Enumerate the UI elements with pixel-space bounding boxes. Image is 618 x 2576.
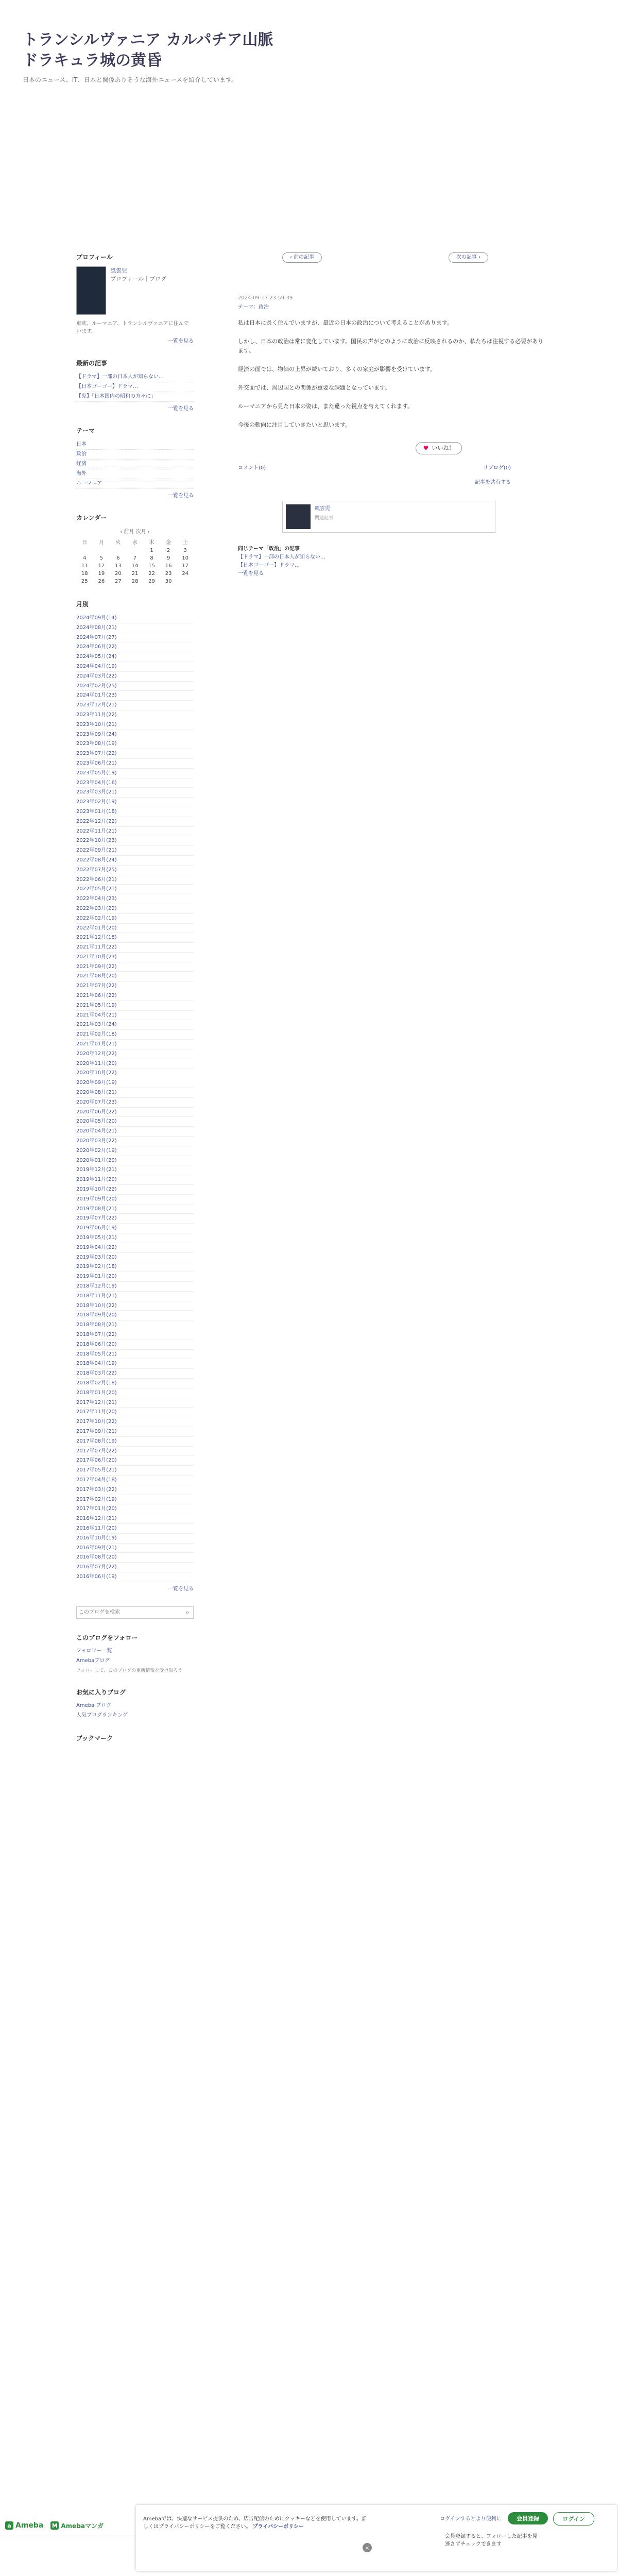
avatar[interactable] — [76, 266, 106, 315]
archive-item[interactable]: 2021年01月(21) — [76, 1040, 194, 1049]
archive-item[interactable]: 2016年11月(20) — [76, 1524, 194, 1534]
archive-item[interactable]: 2023年11月(22) — [76, 710, 194, 720]
calendar-weekdays — [76, 537, 194, 547]
list-item[interactable]: 【鬼】「日本国内の昭和の方々に」 — [76, 392, 194, 402]
calendar-day[interactable]: 12 — [98, 563, 105, 569]
archive-item[interactable]: 2024年04月(19) — [76, 662, 194, 672]
calendar-day[interactable]: 14 — [131, 563, 139, 569]
register-button[interactable]: 会員登録 — [508, 2512, 548, 2524]
archive-item[interactable]: 2020年08月(21) — [76, 1088, 194, 1098]
calendar-nav[interactable]: ‹ 前月 次月 › — [120, 529, 150, 535]
archive-item[interactable]: 2018年04月(19) — [76, 1359, 194, 1369]
weekday: 金 — [166, 540, 171, 546]
archive-item[interactable]: 2022年02月(19) — [76, 914, 194, 924]
follow-note: フォローして、このブログの更新情報を受け取ろう — [76, 1668, 183, 1673]
archive-item[interactable]: 2017年03月(22) — [76, 1485, 194, 1495]
cookie-banner — [136, 2505, 617, 2571]
profile-section — [76, 252, 194, 344]
calendar-day[interactable]: 16 — [165, 563, 172, 569]
archive-item[interactable]: 2022年11月(21) — [76, 827, 194, 837]
popular-section — [76, 1688, 194, 1719]
entry-paragraph: 私は日本に長く住んでいますが、最近の日本の政治について考えることがあります。 — [238, 319, 453, 326]
archive-item[interactable]: 2021年03月(24) — [76, 1020, 194, 1030]
calendar-week — [76, 578, 194, 585]
archive-item[interactable]: 2021年06月(22) — [76, 991, 194, 1001]
archive-item[interactable]: 2017年02月(19) — [76, 1495, 194, 1505]
comment-row — [238, 464, 511, 473]
archive-item[interactable]: 2018年06月(20) — [76, 1340, 194, 1350]
recent-section — [76, 359, 194, 412]
weekday: 月 — [98, 540, 104, 546]
list-item[interactable]: 日本 — [76, 440, 194, 450]
follow-item[interactable]: Amebaブログ — [76, 1657, 110, 1664]
entry-body — [238, 318, 547, 430]
reblog-link[interactable]: リブログ(0) — [483, 465, 511, 471]
archive-item[interactable]: 2019年10月(22) — [76, 1185, 194, 1195]
calendar-week — [76, 570, 194, 578]
archive-item[interactable]: 2018年03月(22) — [76, 1369, 194, 1379]
archive-item[interactable]: 2021年09月(22) — [76, 962, 194, 972]
calendar-day — [93, 547, 110, 554]
calendar-day[interactable]: 6 — [116, 555, 120, 561]
archive-item[interactable]: 2017年11月(20) — [76, 1408, 194, 1417]
archive-item[interactable]: 2017年06月(20) — [76, 1456, 194, 1466]
archive-item[interactable]: 2017年05月(21) — [76, 1466, 194, 1476]
archive-item[interactable]: 2020年03月(22) — [76, 1137, 194, 1146]
archive-item[interactable]: 2019年01月(20) — [76, 1272, 194, 1282]
archive-heading: 月別 — [76, 601, 89, 608]
entry-date: 2024-09-17 23:59:39 — [238, 295, 293, 301]
weekday: 水 — [132, 540, 138, 546]
calendar-week — [76, 554, 194, 562]
list-item[interactable]: 【ドラマ】一部の日本人が知らない… — [76, 372, 194, 382]
popular-heading: お気に入りブログ — [76, 1688, 126, 1696]
ameba-logo-icon: a — [5, 2521, 13, 2530]
calendar-day — [127, 547, 144, 554]
archive-item[interactable]: 2020年06月(22) — [76, 1108, 194, 1117]
theme-list — [76, 440, 194, 489]
weekday: 土 — [182, 540, 188, 546]
related-subtitle: 関連記事 — [315, 516, 334, 521]
archive-item[interactable]: 2020年10月(22) — [76, 1069, 194, 1078]
list-item[interactable]: 経済 — [76, 460, 194, 469]
popular-item[interactable]: Ameba ブログ — [76, 1702, 112, 1708]
archive-item[interactable]: 2018年08月(21) — [76, 1320, 194, 1330]
archive-item[interactable]: 2019年12月(21) — [76, 1165, 194, 1175]
archive-item[interactable]: 2018年02月(18) — [76, 1379, 194, 1388]
entry-paragraph: 外交面では、周辺国との関係が重要な課題となっています。 — [238, 384, 391, 391]
theme-heading: テーマ — [76, 427, 95, 434]
archive-item[interactable]: 2020年04月(21) — [76, 1127, 194, 1137]
calendar-day[interactable]: 17 — [182, 563, 189, 569]
archive-item[interactable]: 2017年07月(22) — [76, 1447, 194, 1456]
archive-item[interactable]: 2019年02月(18) — [76, 1262, 194, 1272]
calendar-day[interactable]: 5 — [99, 555, 104, 561]
close-icon[interactable]: × — [363, 2543, 372, 2552]
recent-heading: 最新の記事 — [76, 360, 108, 367]
search-input[interactable] — [77, 1607, 182, 1618]
sidebar — [76, 252, 194, 1748]
theme-more-link[interactable]: 一覧を見る — [168, 493, 194, 499]
archive-item[interactable]: 2021年08月(20) — [76, 972, 194, 981]
calendar-day[interactable]: 7 — [133, 555, 137, 561]
archive-item[interactable]: 2024年09月(14) — [76, 614, 194, 623]
cookie-text-body: Amebaでは、快適なサービス提供のため、広告配信のためにクッキーなどを使用しています。詳しくはプライバシーポリシーをご覧ください。 — [143, 2516, 367, 2530]
calendar-day[interactable]: 22 — [148, 571, 155, 577]
archive-item[interactable]: 2020年09月(19) — [76, 1078, 194, 1088]
calendar-day[interactable]: 2 — [166, 548, 170, 553]
same-theme-item[interactable]: 【ドラマ】一部の日本人が知らない… — [238, 554, 325, 560]
manga-logo-text: Amebaマンガ — [61, 2522, 104, 2530]
archive-item[interactable]: 2017年09月(21) — [76, 1427, 194, 1437]
calendar-day[interactable]: 25 — [81, 579, 88, 584]
theme-section — [76, 426, 194, 499]
calendar-day[interactable]: 30 — [165, 579, 172, 584]
share-link[interactable]: 記事を共有する — [475, 480, 511, 485]
archive-item[interactable]: 2018年10月(22) — [76, 1301, 194, 1311]
archive-item[interactable]: 2024年06月(22) — [76, 642, 194, 652]
same-theme-item[interactable]: 【日本ゴーゴー】ドラマ… — [238, 563, 300, 568]
follow-item[interactable]: フォロワー一覧 — [76, 1648, 112, 1654]
archive-item[interactable]: 2016年07月(22) — [76, 1563, 194, 1572]
comment-link[interactable]: コメント(0) — [238, 465, 266, 471]
archive-item[interactable]: 2016年12月(21) — [76, 1514, 194, 1524]
archive-item[interactable]: 2022年05月(21) — [76, 885, 194, 894]
archive-item[interactable]: 2019年06月(19) — [76, 1224, 194, 1233]
related-title: 風雲児 — [315, 506, 330, 512]
archive-item[interactable]: 2022年09月(21) — [76, 846, 194, 856]
profile-name[interactable]: 風雲児 — [110, 267, 127, 274]
follow-heading: このブログをフォロー — [76, 1634, 138, 1641]
archive-item[interactable]: 2020年11月(20) — [76, 1059, 194, 1069]
share-row — [238, 478, 511, 487]
related-text-box — [315, 504, 333, 529]
archive-item[interactable]: 2018年12月(19) — [76, 1282, 194, 1292]
calendar-day[interactable]: 3 — [183, 548, 187, 553]
archive-item[interactable]: 2017年12月(21) — [76, 1398, 194, 1408]
like-box — [408, 442, 470, 454]
archive-item[interactable]: 2023年08月(19) — [76, 739, 194, 749]
calendar-day[interactable]: 9 — [166, 555, 170, 561]
same-theme-section — [238, 545, 547, 578]
archive-item[interactable]: 2018年11月(21) — [76, 1292, 194, 1301]
entry-paragraph: 経済の面では、物価の上昇が続いており、多くの家庭が影響を受けています。 — [238, 366, 436, 372]
archive-item[interactable]: 2018年05月(21) — [76, 1350, 194, 1360]
archive-item[interactable]: 2023年10月(21) — [76, 720, 194, 730]
archive-item[interactable]: 2023年02月(19) — [76, 798, 194, 807]
weekday: 火 — [115, 540, 121, 546]
related-card[interactable] — [282, 501, 495, 533]
archive-item[interactable]: 2021年10月(23) — [76, 953, 194, 962]
calendar-table — [76, 537, 194, 585]
archive-item[interactable]: 2024年03月(22) — [76, 672, 194, 682]
calendar-day[interactable]: 21 — [131, 571, 139, 577]
archive-more-link[interactable]: 一覧を見る — [168, 1586, 194, 1592]
cookie-text — [143, 2515, 370, 2531]
list-item[interactable]: 海外 — [76, 469, 194, 479]
list-item[interactable]: ルーマニア — [76, 479, 194, 489]
main-content — [238, 252, 547, 578]
search-box — [76, 1606, 194, 1619]
calendar-day[interactable]: 18 — [81, 571, 88, 577]
calendar-day[interactable]: 19 — [98, 571, 105, 577]
archive-item[interactable]: 2020年12月(22) — [76, 1049, 194, 1059]
archive-item[interactable]: 2019年09月(20) — [76, 1195, 194, 1205]
calendar-day[interactable]: 15 — [148, 563, 155, 569]
same-theme-label: 同じテーマ「政治」の記事 — [238, 546, 300, 552]
archive-item[interactable]: 2018年09月(20) — [76, 1311, 194, 1320]
archive-item[interactable]: 2020年07月(23) — [76, 1098, 194, 1108]
archive-item[interactable]: 2016年08月(20) — [76, 1553, 194, 1563]
archive-item[interactable]: 2017年04月(18) — [76, 1476, 194, 1485]
archive-item[interactable]: 2017年10月(22) — [76, 1417, 194, 1427]
recent-list — [76, 372, 194, 402]
archive-item[interactable]: 2023年09月(24) — [76, 730, 194, 740]
popular-item[interactable]: 人気ブログランキング — [76, 1712, 128, 1718]
calendar-day[interactable]: 27 — [115, 579, 122, 584]
profile-box — [76, 266, 194, 315]
list-item[interactable]: 政治 — [76, 450, 194, 460]
list-item[interactable]: 【日本ゴーゴー】ドラマ… — [76, 382, 194, 392]
calendar-day[interactable]: 23 — [165, 571, 172, 577]
archive-item[interactable]: 2024年01月(23) — [76, 691, 194, 701]
archive-item[interactable]: 2022年10月(23) — [76, 836, 194, 846]
profile-heading: プロフィール — [76, 253, 113, 261]
archive-item[interactable]: 2017年01月(20) — [76, 1504, 194, 1514]
calendar-day[interactable]: 1 — [150, 548, 153, 553]
archive-item[interactable]: 2020年01月(20) — [76, 1156, 194, 1166]
calendar-day[interactable]: 10 — [182, 555, 189, 561]
ameba-logo-text: Ameba — [15, 2521, 44, 2530]
ameba-logo[interactable] — [5, 2521, 43, 2530]
cookie-mid-text: ログインするとより便利に — [440, 2516, 502, 2522]
archive-item[interactable]: 2019年11月(20) — [76, 1175, 194, 1185]
bookmark-section — [76, 1734, 194, 1742]
archive-item[interactable]: 2023年04月(16) — [76, 778, 194, 788]
like-button[interactable] — [416, 442, 462, 454]
archive-item[interactable]: 2021年02月(18) — [76, 1030, 194, 1040]
search-icon[interactable]: ⌕ — [185, 1608, 190, 1616]
search-section — [76, 1606, 194, 1619]
pager — [282, 252, 488, 263]
archive-item[interactable]: 2024年02月(25) — [76, 682, 194, 691]
archive-item[interactable]: 2022年03月(22) — [76, 904, 194, 914]
archive-item[interactable]: 2019年08月(21) — [76, 1205, 194, 1214]
calendar-day[interactable]: 29 — [148, 579, 155, 584]
same-theme-more-link[interactable]: 一覧を見る — [238, 571, 264, 577]
profile-description: 東欧、ルーマニア、トランシルヴァニアに住んでいます。 — [76, 321, 189, 334]
archive-item[interactable]: 2024年05月(24) — [76, 652, 194, 662]
archive-item[interactable]: 2024年08月(21) — [76, 623, 194, 633]
archive-item[interactable]: 2022年06月(21) — [76, 875, 194, 885]
archive-item[interactable]: 2023年07月(22) — [76, 749, 194, 759]
blog-title[interactable]: トランシルヴァニア カルパチア山脈 ドラキュラ城の黄昏 — [23, 31, 273, 70]
weekday: 日 — [82, 540, 88, 546]
archive-section — [76, 600, 194, 1592]
archive-item[interactable]: 2022年01月(20) — [76, 924, 194, 934]
archive-item[interactable]: 2021年11月(22) — [76, 943, 194, 953]
calendar-day[interactable]: 20 — [115, 571, 122, 577]
archive-item[interactable]: 2019年05月(21) — [76, 1233, 194, 1243]
archive-item[interactable]: 2019年07月(22) — [76, 1214, 194, 1224]
entry-footer — [238, 442, 547, 578]
prev-article-button[interactable]: ‹ 前の記事 — [282, 252, 322, 263]
calendar-week — [76, 547, 194, 554]
cookie-right-text: 会員登録すると、フォローした記事を見逃さずチェックできます — [445, 2534, 538, 2547]
archive-item[interactable]: 2021年07月(22) — [76, 981, 194, 991]
related-thumbnail — [286, 504, 311, 529]
ameba-manga-logo[interactable] — [50, 2521, 104, 2530]
archive-item[interactable]: 2022年07月(25) — [76, 866, 194, 875]
follow-section — [76, 1633, 194, 1673]
archive-item[interactable]: 2024年07月(27) — [76, 633, 194, 643]
heart-icon: ♥ — [423, 445, 429, 452]
calendar-day — [177, 578, 194, 585]
archive-item[interactable]: 2023年03月(21) — [76, 788, 194, 798]
next-article-button[interactable]: 次の記事 › — [449, 252, 488, 263]
archive-item[interactable]: 2021年05月(19) — [76, 1001, 194, 1011]
entry-theme[interactable]: テーマ：政治 — [238, 304, 269, 310]
login-button[interactable]: ログイン — [553, 2512, 594, 2526]
calendar-day — [110, 547, 127, 554]
calendar-day[interactable]: 13 — [115, 563, 122, 569]
calendar-heading: カレンダー — [76, 514, 107, 521]
recent-more-link[interactable]: 一覧を見る — [168, 406, 194, 412]
archive-item[interactable]: 2020年02月(19) — [76, 1146, 194, 1156]
archive-item[interactable]: 2018年01月(20) — [76, 1388, 194, 1398]
privacy-policy-link[interactable]: プライバシーポリシー — [252, 2524, 304, 2530]
bookmark-heading: ブックマーク — [76, 1734, 113, 1742]
archive-item[interactable]: 2016年06月(19) — [76, 1572, 194, 1582]
calendar-week — [76, 562, 194, 570]
archive-item[interactable]: 2019年03月(20) — [76, 1253, 194, 1263]
calendar-day[interactable]: 24 — [182, 571, 189, 577]
calendar-body — [76, 547, 194, 585]
archive-item[interactable]: 2023年12月(21) — [76, 701, 194, 710]
archive-item[interactable]: 2022年12月(22) — [76, 817, 194, 827]
calendar-day[interactable]: 8 — [150, 555, 153, 561]
entry-paragraph: 今後の動向に注目していきたいと思います。 — [238, 421, 351, 428]
blog-description: 日本のニュース、IT、日本と関係ありそうな海外ニュースを紹介しています。 — [23, 76, 238, 83]
archive-item[interactable]: 2018年07月(22) — [76, 1330, 194, 1340]
archive-item[interactable]: 2021年04月(21) — [76, 1011, 194, 1021]
calendar-day[interactable]: 11 — [81, 563, 88, 569]
calendar-day[interactable]: 26 — [98, 579, 105, 584]
archive-item[interactable]: 2023年01月(18) — [76, 807, 194, 817]
manga-logo-icon: M — [50, 2521, 59, 2530]
profile-detail[interactable]: プロフィール｜ブログ — [110, 276, 166, 282]
archive-item[interactable]: 2022年04月(23) — [76, 894, 194, 904]
blog-header — [23, 30, 290, 84]
calendar-day[interactable]: 28 — [131, 579, 139, 584]
archive-item[interactable]: 2016年09月(21) — [76, 1544, 194, 1553]
profile-more-link[interactable]: 一覧を見る — [168, 338, 194, 344]
archive-item[interactable]: 2023年05月(19) — [76, 769, 194, 778]
archive-item[interactable]: 2016年10月(19) — [76, 1534, 194, 1544]
like-label: いいね！ — [432, 445, 455, 451]
archive-item[interactable]: 2023年06月(21) — [76, 759, 194, 769]
entry-paragraph: しかし、日本の政治は常に変化しています。国民の声がどのように政治に反映されるのか、私たちは注視する必要があります。 — [238, 338, 544, 354]
archive-item[interactable]: 2020年05月(20) — [76, 1117, 194, 1127]
archive-list — [76, 614, 194, 1582]
profile-text — [110, 266, 166, 315]
archive-item[interactable]: 2017年08月(19) — [76, 1437, 194, 1447]
archive-item[interactable]: 2021年12月(18) — [76, 933, 194, 943]
calendar-day[interactable]: 4 — [83, 555, 87, 561]
calendar-section — [76, 513, 194, 585]
weekday: 木 — [149, 540, 154, 546]
archive-item[interactable]: 2022年08月(24) — [76, 856, 194, 866]
archive-item[interactable]: 2019年04月(22) — [76, 1243, 194, 1253]
entry-paragraph: ルーマニアから見た日本の姿は、また違った視点を与えてくれます。 — [238, 403, 414, 410]
calendar-day — [76, 547, 93, 554]
